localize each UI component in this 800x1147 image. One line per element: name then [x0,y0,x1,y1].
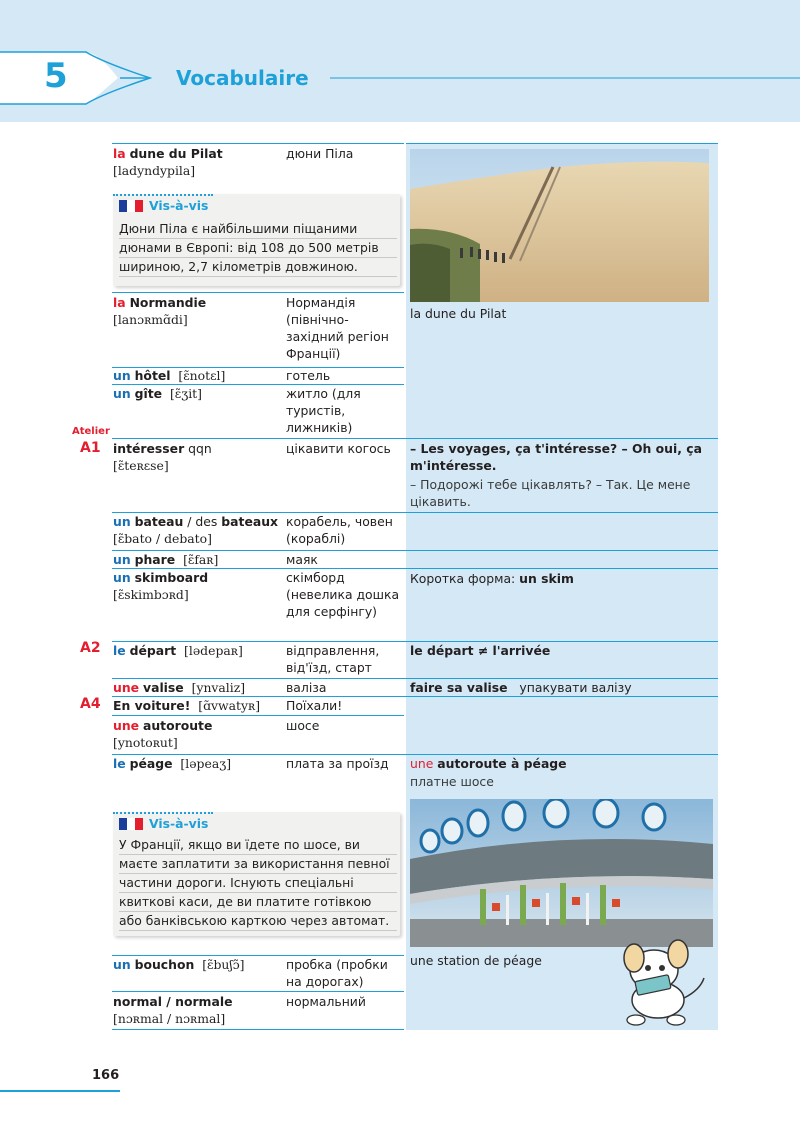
translation-valise: валіза [286,680,327,695]
vis-a-vis-box [113,812,400,936]
chapter-header [0,0,800,122]
toll-station-photo [410,799,713,947]
chapter-number: 5 [44,56,68,96]
valise-note: faire sa valise упакувати валізу [410,680,632,695]
dotted-line [113,194,213,197]
translation-autoroute: шосе [286,718,320,733]
vis-a-vis-text: Дюни Піла є найбільшими піщаними дюнами в Європі: від 108 до 500 метрів шириною, 2,7 кілометрів довжиною. [119,220,397,277]
translation-skimboard: скімборд (невелика дошка для серфінгу) [286,570,400,619]
french-flag-icon [119,200,143,212]
footer-rule [0,1090,120,1092]
entry-skimboard: un skimboard [ɛ̃skimbɔʀd] [113,570,209,602]
entry-interesser: intéresser qqn [ɛ̃teʀɛse] [113,441,212,473]
entry-en-voiture: En voiture! [ɑ̃vwatyʀ] [113,698,261,713]
vis-a-vis-title: Vis-à-vis [149,198,209,213]
divider [112,143,404,144]
translation-normal: нормальний [286,994,366,1009]
entry-normal: normal / normale [nɔʀmal / nɔʀmal] [113,994,233,1026]
translation-peage: плата за проїзд [286,756,389,771]
atelier-label: Atelier [72,426,110,437]
peage-note: une autoroute à péage [410,756,567,771]
dune-photo [410,149,709,302]
divider [406,143,718,144]
translation-normandie: Нормандія (північно-західний регіон Франції) [286,295,389,361]
example-interesser-translation: – Подорожі тебе цікавлять? – Так. Це мене цікавить. [410,477,691,509]
example-interesser: – Les voyages, ça t'intéresse? – Oh oui, ça m'intéresse. [410,441,702,473]
entry-phare: un phare [ɛ̃faʀ] [113,552,219,567]
translation-bateau: корабель, човен (кораблі) [286,514,393,546]
divider [112,991,404,992]
vis-a-vis-title: Vis-à-vis [149,816,209,831]
header-decoration [0,0,800,122]
section-a1: A1 [80,440,101,456]
chapter-title: Vocabulaire [176,66,309,90]
toll-station-caption: une station de péage [410,953,542,968]
depart-note: le départ ≠ l'arrivée [410,643,551,658]
translation-depart: відправлення, від'їзд, старт [286,643,380,675]
vis-a-vis-header [119,198,208,213]
translation-interesser: цікавити когось [286,441,391,456]
vis-a-vis-box [113,194,400,286]
entry-hotel: un hôtel [ɛ̃notɛl] [113,368,226,383]
divider [112,715,404,716]
page-number: 166 [92,1068,120,1083]
dune-caption: la dune du Pilat [410,306,507,321]
divider [112,292,404,293]
entry-bouchon: un bouchon [ɛ̃buʃɔ̃] [113,957,245,972]
vis-a-vis-header [119,816,208,831]
entry-depart: le départ [lədepaʀ] [113,643,243,658]
translation-phare: маяк [286,552,318,567]
entry-normandie: la Normandie [lanɔʀmɑ̃di] [113,295,207,327]
translation-gite: житло (для туристів, лижників) [286,386,361,435]
dog-illustration [600,934,712,1030]
entry-valise: une valise [ynvaliz] [113,680,246,695]
entry-dune: la dune du Pilat [ladyndypila] [113,146,223,178]
translation-bouchon: пробка (пробки на дорогах) [286,957,388,989]
section-a4: A4 [80,696,101,712]
translation-en-voiture: Поїхали! [286,698,343,713]
entry-gite: un gîte [ɛ̃ʒit] [113,386,202,401]
skim-note: Коротка форма: un skim [410,571,574,586]
translation-hotel: готель [286,368,331,383]
entry-peage: le péage [ləpeaʒ] [113,756,232,771]
translation-dune: дюни Піла [286,146,354,161]
peage-note-translation: платне шосе [410,774,494,789]
divider [112,438,718,439]
entry-autoroute: une autoroute [ynotoʀut] [113,718,213,750]
section-a2: A2 [80,640,101,656]
vis-a-vis-text: У Франції, якщо ви їдете по шосе, ви маєте заплатити за використання певної частини дороги. Існують спеціальні квиткові каси, де ви платите готівкою або банківською карткою через автомат. [119,836,397,931]
french-flag-icon [119,818,143,830]
entry-bateau: un bateau / des bateaux [ɛ̃bato / debato] [113,514,279,546]
dotted-line [113,812,213,815]
divider [112,1029,404,1030]
